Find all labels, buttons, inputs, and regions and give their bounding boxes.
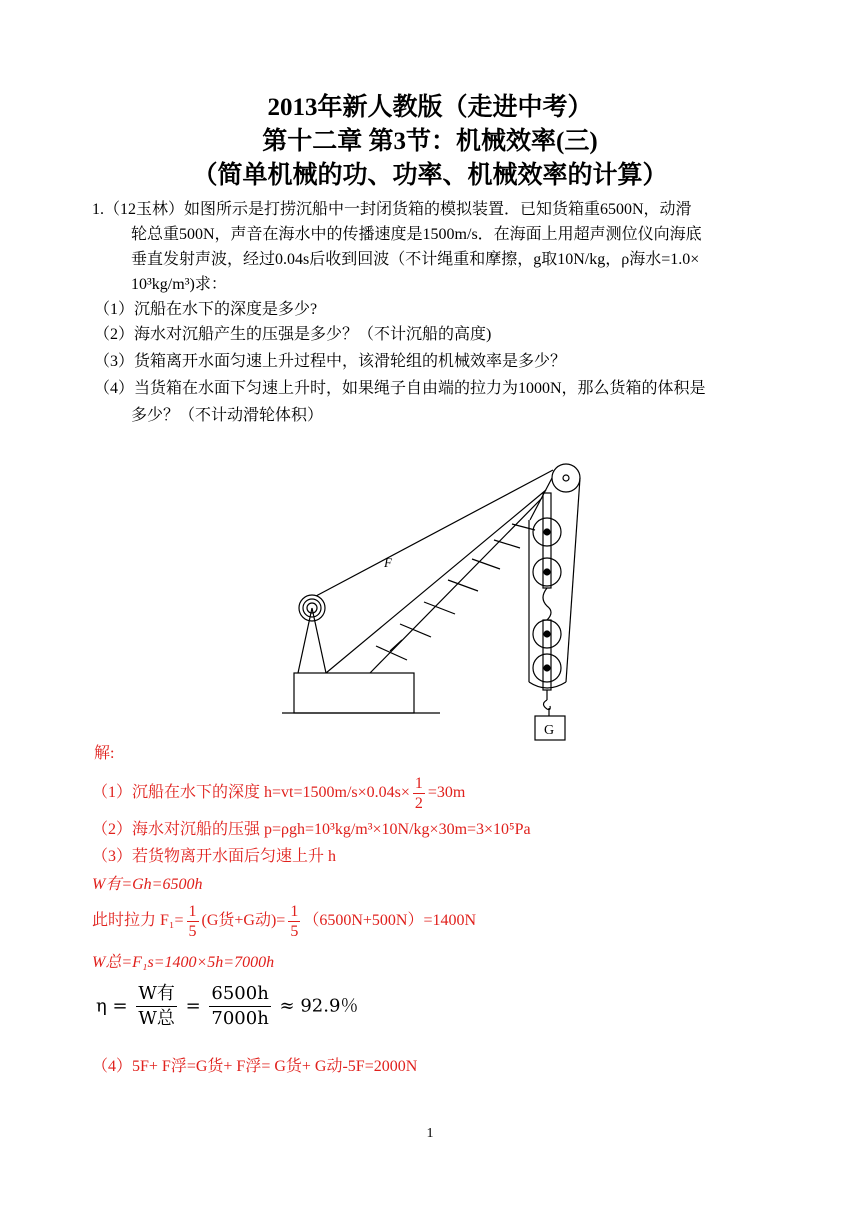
- fraction-denominator: 5: [188, 922, 197, 940]
- total-work: W总=F₁s=1400×5h=7000h: [92, 954, 275, 971]
- solution-step-4: （4）5F+ F浮=G货+ F浮= G货+ G动-5F=2000N: [92, 1058, 418, 1075]
- fraction-one-fifth-a: [187, 902, 199, 941]
- pull-suffix: （6500N+500N）=1400N: [303, 912, 477, 929]
- eta-result: ≈ 92.9％: [279, 995, 359, 1017]
- fraction-numerator: 1: [414, 775, 423, 792]
- rope-to-top-pulley: [316, 470, 553, 596]
- solution-step-1: [92, 774, 465, 813]
- problem-intro-line-1: 1.（12玉林）如图所示是打捞沉船中一封闭货箱的模拟装置．已知货箱重6500N，动滑: [92, 201, 692, 218]
- solution-step-1-suffix: =30m: [427, 784, 466, 802]
- crane-pulley-figure: [278, 458, 608, 748]
- efficiency-equation: [96, 982, 358, 1031]
- problem-intro-line-2: 轮总重500N，声音在海水中的传播速度是1500m/s．在海面上用超声测位仪向海底: [131, 226, 702, 243]
- solution-heading: 解:: [94, 745, 115, 762]
- fraction-denominator: 5: [290, 922, 299, 940]
- fraction-one-half: [413, 774, 425, 813]
- solution-step-1-prefix: （1）沉船在水下的深度 h=vt=1500m/s×0.04s×: [92, 784, 410, 802]
- problem-intro-line-3: 垂直发射声波，经过0.04s后收到回波（不计绳重和摩擦，g取10N/kg，ρ海水=1.0×: [131, 251, 700, 268]
- solution-step-3: （3）若货物离开水面后匀速上升 h: [92, 848, 337, 865]
- fraction-denominator: W总: [138, 1008, 175, 1029]
- problem-intro-line-4: 10³kg/m³)求：: [131, 276, 227, 293]
- page-number: 1: [426, 1126, 434, 1141]
- useful-work: W有=Gh=6500h: [92, 876, 203, 893]
- question-4-line-1: （4）当货箱在水面下匀速上升时，如果绳子自由端的拉力为1000N，那么货箱的体积是: [94, 380, 706, 397]
- question-3: （3）货箱离开水面匀速上升过程中，该滑轮组的机械效率是多少？: [94, 353, 567, 370]
- eta-lhs: η =: [96, 995, 128, 1017]
- solution-step-2: （2）海水对沉船的压强 p=ρgh=10³kg/m³×10N/kg×30m=3×10⁵Pa: [92, 821, 531, 838]
- pull-mid: (G货+G动)=: [201, 912, 286, 929]
- title-line-3: （简单机械的功、功率、机械效率的计算）: [192, 162, 668, 189]
- fraction-numerator: 6500h: [209, 982, 270, 1007]
- fraction-denominator: 7000h: [211, 1008, 269, 1029]
- boom-upper-chord: [326, 490, 546, 673]
- eta-fraction-work: [136, 982, 177, 1031]
- question-2: （2）海水对沉船产生的压强是多少？（不计沉船的高度): [94, 326, 492, 343]
- fraction-denominator: 2: [414, 795, 423, 812]
- pull-force-equation: [92, 901, 476, 941]
- fraction-one-fifth-b: [288, 902, 300, 941]
- top-pulley-icon: [552, 464, 580, 492]
- question-1: （1）沉船在水下的深度是多少?: [94, 301, 318, 318]
- crane-base: [294, 673, 414, 713]
- fraction-numerator: 1: [188, 902, 197, 920]
- weight-label: G: [544, 723, 555, 738]
- force-label: F: [384, 555, 392, 570]
- equals-sign: =: [185, 995, 201, 1017]
- question-4-line-2: 多少？（不计动滑轮体积）: [131, 407, 324, 424]
- title-line-2: 第十二章 第3节：机械效率(三): [262, 128, 598, 155]
- fraction-numerator: W有: [136, 982, 177, 1007]
- pull-prefix: 此时拉力 F₁=: [92, 912, 184, 929]
- fraction-numerator: 1: [290, 902, 299, 920]
- eta-fraction-values: [209, 982, 270, 1031]
- title-line-1: 2013年新人教版（走进中考）: [267, 94, 593, 121]
